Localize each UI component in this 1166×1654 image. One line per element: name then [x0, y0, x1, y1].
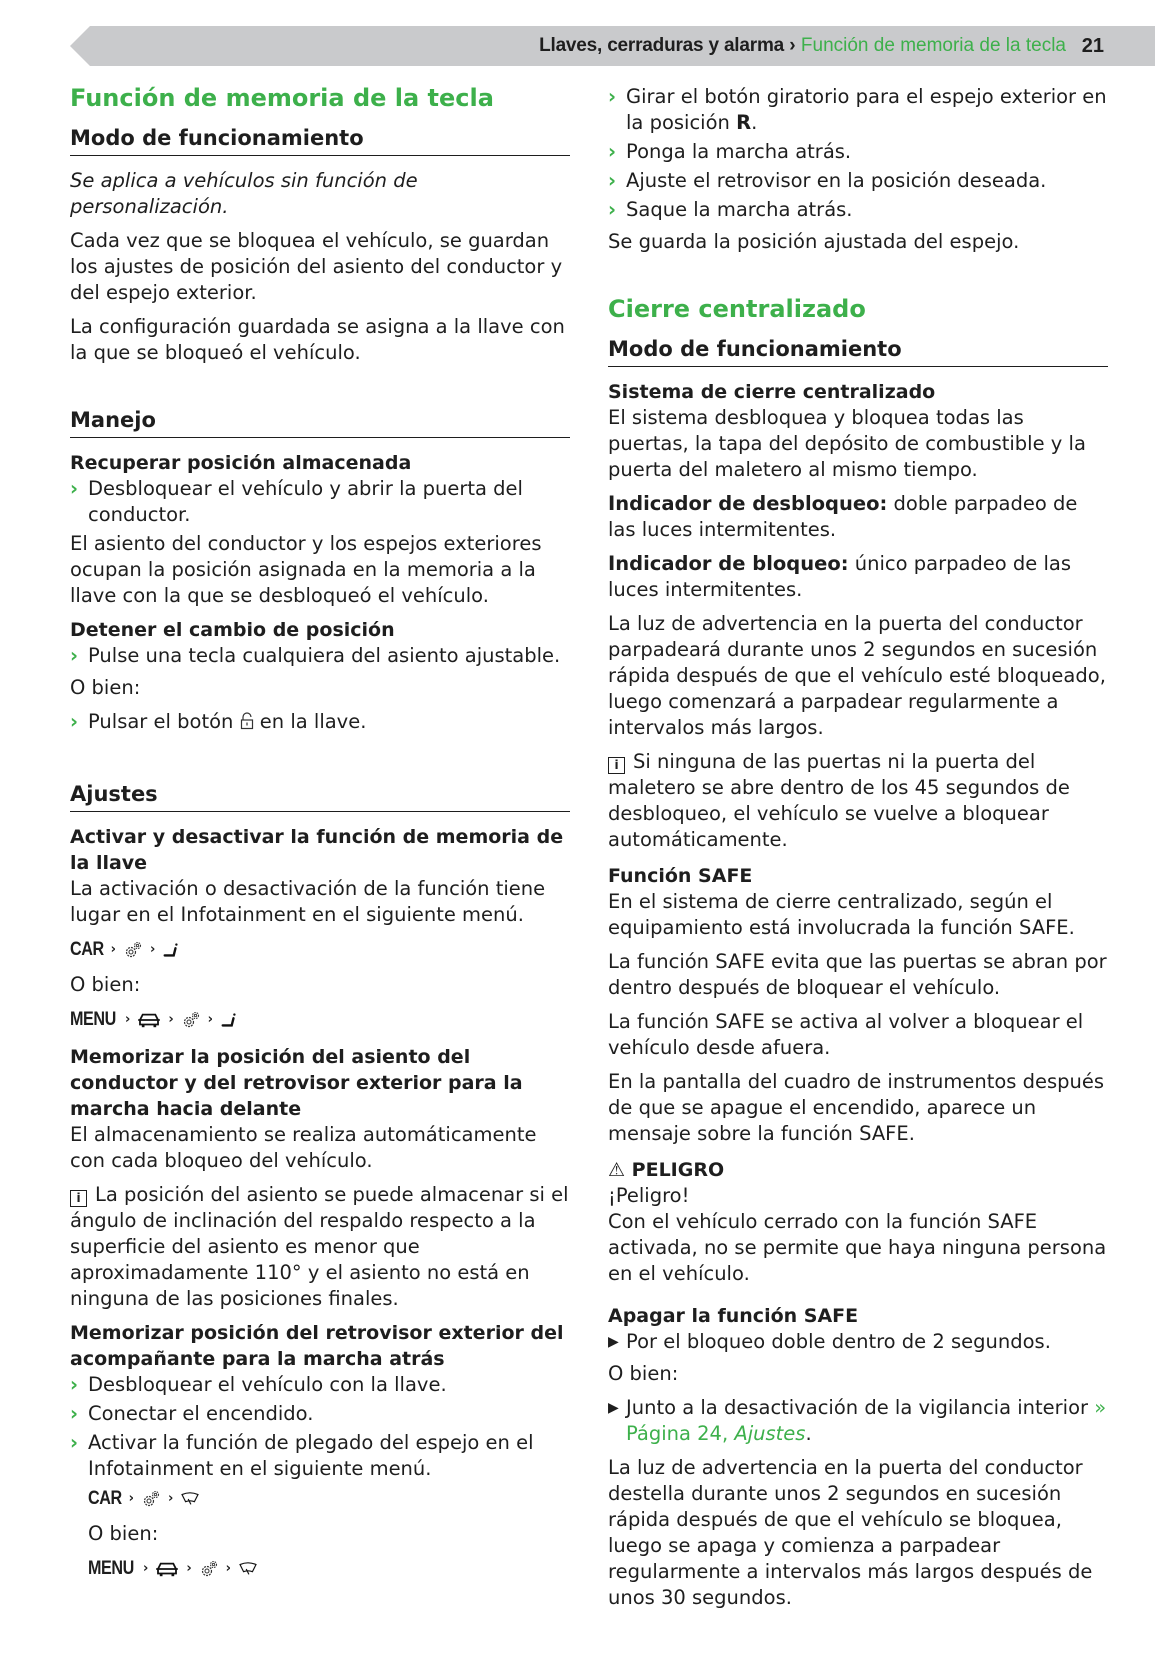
info-note: i Si ninguna de las puertas ni la puerta del maletero se abre dentro de los 45 segundos de desbloqueo, el vehículo se vuelve a bloquear automáticamente.	[608, 750, 1070, 851]
or-text: O bien:	[70, 973, 141, 996]
step-item: › Activar la función de plegado del espejo en el Infotainment en el siguiente menú.	[70, 1431, 534, 1480]
paragraph: El asiento del conductor y los espejos exteriores ocupan la posición asignada en la memoria a la llave con la que se desbloqueó el vehículo.	[70, 532, 542, 607]
triangle-right-icon: ▶	[608, 1334, 619, 1350]
heading-ajustes: Ajustes	[70, 780, 570, 812]
info-note: i La posición del asiento se puede almacenar si el ángulo de inclinación del respaldo respecto a la superficie del asiento es menor que aproximadamente 110° y el asiento no está en ninguna de las posiciones finales.	[70, 1183, 569, 1310]
or-text: O bien:	[88, 1522, 159, 1545]
breadcrumb-separator: ›	[789, 35, 796, 56]
menu-path-car-mirror: CAR › ›	[88, 1485, 570, 1513]
paragraph: La luz de advertencia en la puerta del conductor parpadeará durante unos 2 segundos en sucesión rápida después de que el vehículo esté bloqueado, luego comenzará a parpadear regularmente a intervalos más largos.	[608, 612, 1106, 739]
subheading-recuperar: Recuperar posición almacenada	[70, 452, 412, 474]
chevron-right-icon: ›	[70, 1402, 79, 1425]
paragraph: La función SAFE se activa al volver a bloquear el vehículo desde afuera.	[608, 1010, 1084, 1059]
chevron-right-icon: ›	[70, 710, 79, 733]
subheading-acompanante: Memorizar posición del retrovisor exterior del acompañante para la marcha atrás	[70, 1322, 564, 1370]
menu-path-menu: MENU › › ›	[70, 1006, 570, 1034]
step-item: › Desbloquear el vehículo y abrir la puerta del conductor.	[70, 477, 523, 526]
breadcrumb-current: Función de memoria de la tecla	[800, 35, 1066, 56]
subheading-activar: Activar y desactivar la función de memoria de la llave	[70, 826, 564, 874]
chevron-right-icon: ›	[608, 85, 617, 108]
subheading-detener: Detener el cambio de posición	[70, 619, 395, 641]
subheading-apagar: Apagar la función SAFE	[608, 1305, 859, 1327]
section-title-memory: Función de memoria de la tecla	[70, 84, 494, 112]
left-column	[70, 80, 570, 1591]
step-item: ▶ Por el bloqueo doble dentro de 2 segundos.	[608, 1330, 1051, 1353]
breadcrumb-parent: Llaves, cerraduras y alarma	[539, 35, 785, 56]
paragraph: La activación o desactivación de la función tiene lugar en el Infotainment en el siguiente menú.	[70, 877, 546, 926]
danger-exclaim: ¡Peligro!	[608, 1184, 690, 1207]
paragraph: Indicador de desbloqueo: doble parpadeo de las luces intermitentes.	[608, 492, 1078, 541]
step-item: › Girar el botón giratorio para el espejo exterior en la posición R.	[608, 85, 1107, 134]
seat-icon	[162, 941, 180, 959]
breadcrumb	[539, 33, 1066, 59]
chevron-right-icon: ›	[608, 140, 617, 163]
paragraph: En la pantalla del cuadro de instrumentos después de que se apague el encendido, aparece un mensaje sobre la función SAFE.	[608, 1070, 1105, 1145]
triangle-right-icon: ▶	[608, 1400, 619, 1416]
heading-modo: Modo de funcionamiento	[70, 124, 570, 156]
step-item: › Ajuste el retrovisor en la posición deseada.	[608, 169, 1047, 192]
paragraph: Cada vez que se bloquea el vehículo, se guardan los ajustes de posición del asiento del conductor y del espejo exterior.	[70, 229, 563, 304]
paragraph: Indicador de bloqueo: único parpadeo de las luces intermitentes.	[608, 552, 1072, 601]
seat-icon	[220, 1011, 238, 1029]
car-icon	[137, 1011, 161, 1029]
chevron-right-icon: ›	[70, 1431, 79, 1454]
paragraph: En el sistema de cierre centralizado, según el equipamiento está involucrada la función SAFE.	[608, 890, 1075, 939]
warning-triangle-icon: ⚠	[608, 1159, 626, 1181]
step-item: ▶ Junto a la desactivación de la vigilancia interior » Página 24, Ajustes.	[608, 1396, 1107, 1445]
danger-text: Con el vehículo cerrado con la función SAFE activada, no se permite que haya ninguna persona en el vehículo.	[608, 1210, 1107, 1285]
chevron-right-icon: ›	[70, 644, 79, 667]
step-item: › Desbloquear el vehículo con la llave.	[70, 1373, 447, 1396]
settings-gears-icon	[199, 1559, 219, 1579]
step-item: › Conectar el encendido.	[70, 1402, 314, 1425]
subheading-memorizar: Memorizar la posición del asiento del conductor y del retrovisor exterior para la marcha hacia delante	[70, 1046, 523, 1120]
paragraph: El sistema desbloquea y bloquea todas las puertas, la tapa del depósito de combustible y la puerta del maletero al mismo tiempo.	[608, 406, 1086, 481]
danger-label: PELIGRO	[631, 1159, 725, 1181]
chevron-right-icon: ›	[70, 1373, 79, 1396]
heading-manejo: Manejo	[70, 406, 570, 438]
settings-gears-icon	[181, 1010, 201, 1030]
page-number: 21	[1081, 35, 1104, 57]
right-column	[608, 84, 1108, 1619]
subheading-sistema: Sistema de cierre centralizado	[608, 381, 936, 403]
step-item: › Pulsar el botón en la llave.	[70, 709, 570, 737]
paragraph: La función SAFE evita que las puertas se abran por dentro después de bloquear el vehículo.	[608, 950, 1107, 999]
mirror-icon	[238, 1561, 258, 1577]
page-link-ajustes[interactable]: » Página 24, Ajustes	[626, 1396, 1107, 1445]
settings-gears-icon	[123, 940, 143, 960]
menu-path-menu-mirror: MENU › › ›	[88, 1555, 570, 1583]
paragraph: El almacenamiento se realiza automáticamente con cada bloqueo del vehículo.	[70, 1123, 537, 1172]
step-item: › Pulse una tecla cualquiera del asiento ajustable.	[70, 644, 561, 667]
paragraph: La configuración guardada se asigna a la llave con la que se bloqueó el vehículo.	[70, 315, 565, 364]
section-title-cierre: Cierre centralizado	[608, 295, 866, 323]
or-text: O bien:	[608, 1362, 679, 1385]
settings-gears-icon	[141, 1489, 161, 1509]
mirror-icon	[180, 1491, 200, 1507]
car-icon	[155, 1560, 179, 1578]
applicability-note: Se aplica a vehículos sin función de personalización.	[70, 169, 418, 218]
danger-notice	[608, 1157, 1108, 1287]
info-icon: i	[608, 757, 625, 774]
unlock-icon	[240, 711, 254, 737]
chevron-right-icon: ›	[608, 198, 617, 221]
step-item: › Saque la marcha atrás.	[608, 198, 853, 221]
paragraph: La luz de advertencia en la puerta del conductor destella durante unos 2 segundos en sucesión rápida después de que el vehículo se bloquea, luego se apaga y comienza a parpadear regularmente a intervalos más largos después de unos 30 segundos.	[608, 1456, 1093, 1609]
chevron-right-icon: ›	[608, 169, 617, 192]
subheading-safe: Función SAFE	[608, 865, 753, 887]
step-item: › Ponga la marcha atrás.	[608, 140, 852, 163]
menu-path-car: CAR › ›	[70, 936, 570, 964]
or-text: O bien:	[70, 676, 141, 699]
chevron-right-icon: ›	[70, 477, 79, 500]
info-icon: i	[70, 1190, 87, 1207]
paragraph: Se guarda la posición ajustada del espejo.	[608, 230, 1020, 253]
heading-modo-cierre: Modo de funcionamiento	[608, 335, 1108, 367]
